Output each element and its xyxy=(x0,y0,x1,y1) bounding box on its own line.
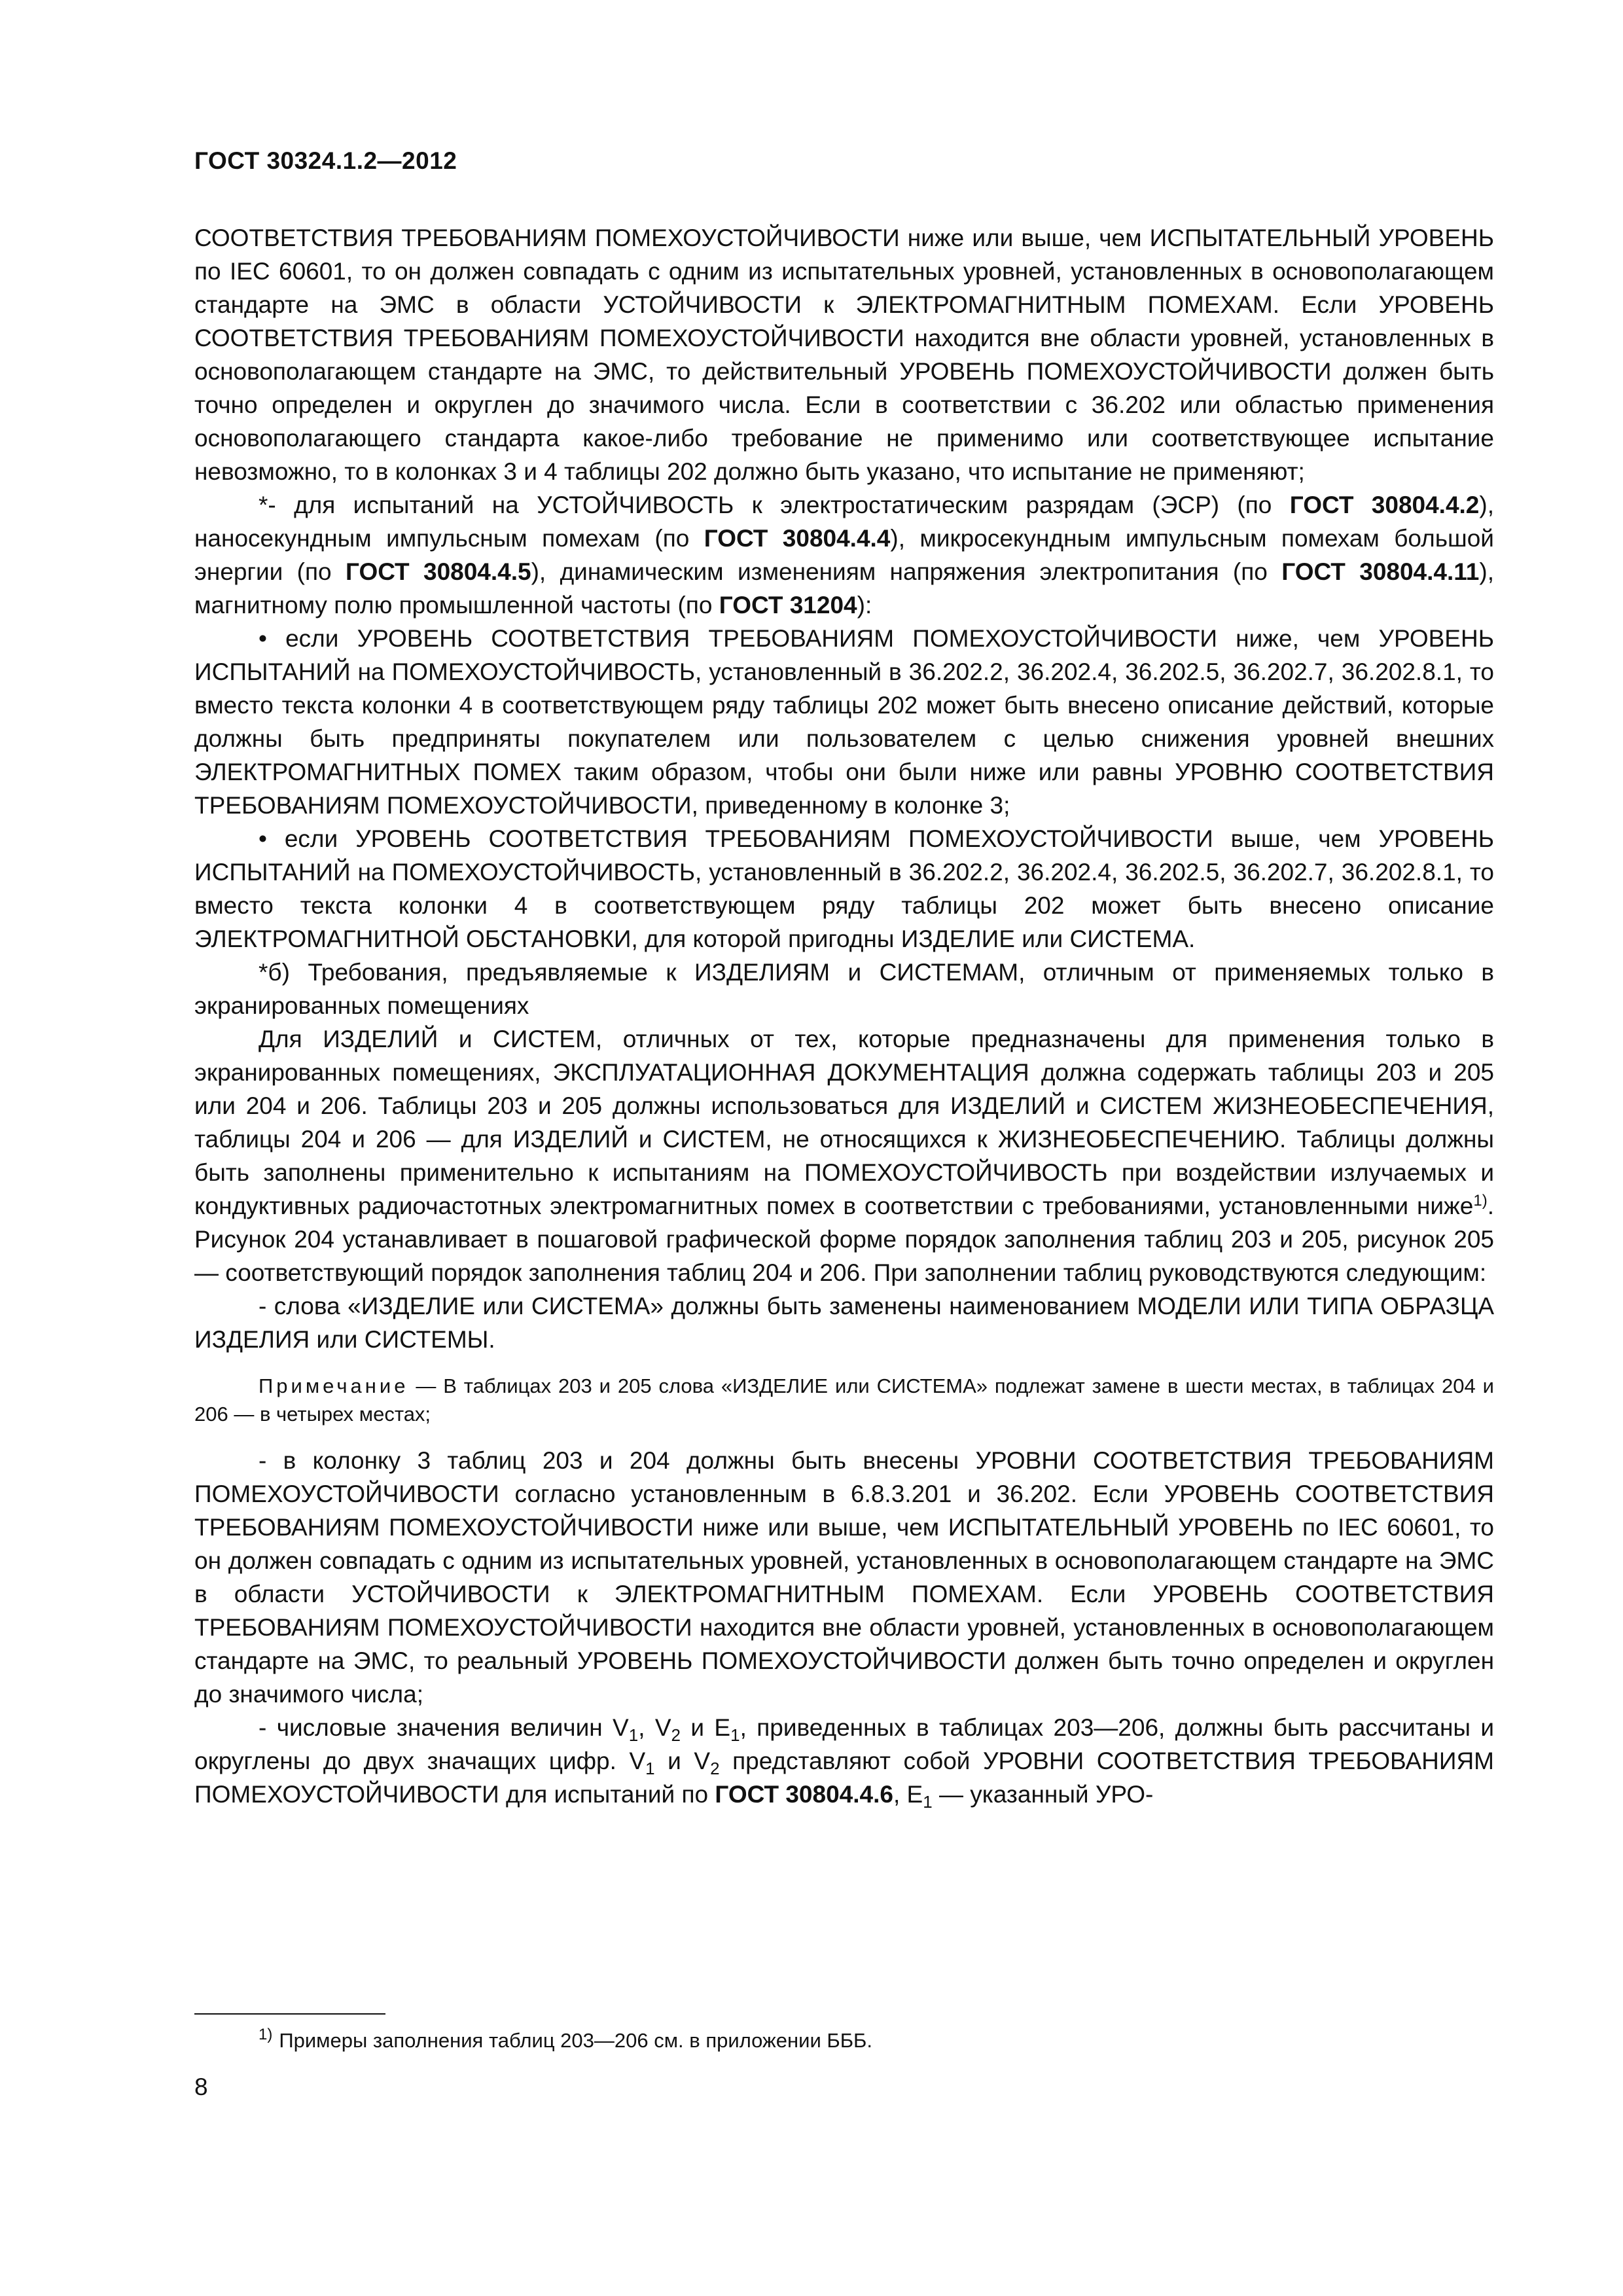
subsection-heading: *б) Требования, предъявляемые к ИЗДЕЛИЯМ и СИСТЕМАМ, отличным от применяемых только в экранированных помещениях xyxy=(194,959,1494,1019)
footnote xyxy=(259,2027,872,2054)
document-body xyxy=(194,221,1494,1811)
paragraph: *- для испытаний на УСТОЙЧИВОСТЬ к электростатическим разрядам (ЭСР) (по ГОСТ 30804.4.2), наносекундным импульсным помехам (по ГОСТ 30804.4.4), микросекундным импульсным помехам большой энергии (по ГОСТ 30804.4.5), динамическим изменениям напряжения электропитания (по ГОСТ 30804.4.11), магнитному полю промышленной частоты (по ГОСТ 31204): xyxy=(194,492,1494,619)
paragraph: - слова «ИЗДЕЛИЕ или СИСТЕМА» должны быть заменены наименованием МОДЕЛИ ИЛИ ТИПА ОБРАЗЦА ИЗДЕЛИЯ или СИСТЕМЫ. xyxy=(194,1293,1494,1353)
paragraph: Для ИЗДЕЛИЙ и СИСТЕМ, отличных от тех, которые предназначены для применения только в экранированных помещениях, ЭКСПЛУАТАЦИОННАЯ ДОКУМЕНТАЦИЯ должна содержать таблицы 203 и 205 или 204 и 206. Таблицы 203 и 205 должны использоваться для ИЗДЕЛИЙ и СИСТЕМ ЖИЗНЕОБЕСПЕЧЕНИЯ, таблицы 204 и 206 — для ИЗДЕЛИЙ и СИСТЕМ, не относящихся к ЖИЗНЕОБЕСПЕЧЕНИЮ. Таблицы должны быть заполнены применительно к испытаниям на ПОМЕХОУСТОЙЧИВОСТЬ при воздействии излучаемых и кондуктивных радиочастотных электромагнитных помех в соответствии с требованиями, установленными ниже$^{1)}$. Рисунок 204 устанавливает в пошаговой графической форме порядок заполнения таблиц 203 и 205, рисунок 205 — соответствующий порядок заполнения таблиц 204 и 206. При заполнении таблиц руководствуются следующим: xyxy=(194,1026,1494,1286)
note-label: Примечание xyxy=(259,1374,409,1397)
document-header: ГОСТ 30324.1.2—2012 xyxy=(194,147,457,174)
footnote-divider xyxy=(194,2013,385,2015)
paragraph: - числовые значения величин $V_1$, $V_2$ и $E_1$, приведенных в таблицах 203—206, должны быть рассчитаны и округлены до двух значащих цифр. $V_1$ и $V_2$ представляют собой УРОВНИ СООТВЕТСТВИЯ ТРЕБОВАНИЯМ ПОМЕХОУСТОЙЧИВОСТИ для испытаний по ГОСТ 30804.4.6, $E_1$ — указанный УРО- xyxy=(194,1714,1495,1812)
standard-reference: ГОСТ 30804.4.5 xyxy=(345,558,531,585)
footnote-text: Примеры заполнения таблиц 203—206 см. в приложении БББ. xyxy=(279,2029,873,2052)
standard-reference: ГОСТ 30804.4.2 xyxy=(1289,492,1480,518)
paragraph: - в колонку 3 таблиц 203 и 204 должны быть внесены УРОВНИ СООТВЕТСТВИЯ ТРЕБОВАНИЯМ ПОМЕХОУСТОЙЧИВОСТИ согласно установленным в 6.8.3.201 и 36.202. Если УРОВЕНЬ СООТВЕТСТВИЯ ТРЕБОВАНИЯМ ПОМЕХОУСТОЙЧИВОСТИ ниже или выше, чем ИСПЫТАТЕЛЬНЫЙ УРОВЕНЬ по IEC 60601, то он должен совпадать с одним из испытательных уровней, установленных в основополагающем стандарте на ЭМС в области УСТОЙЧИВОСТИ к ЭЛЕКТРОМАГНИТНЫМ ПОМЕХАМ. Если УРОВЕНЬ СООТВЕТСТВИЯ ТРЕБОВАНИЯМ ПОМЕХОУСТОЙЧИВОСТИ находится вне области уровней, установленных в основополагающем стандарте на ЭМС, то реальный УРОВЕНЬ ПОМЕХОУСТОЙЧИВОСТИ должен быть точно определен и округлен до значимого числа; xyxy=(194,1447,1494,1708)
note: Примечание — В таблицах 203 и 205 слова «ИЗДЕЛИЕ или СИСТЕМА» подлежат замене в шести местах, в таблицах 204 и 206 — в четырех местах; xyxy=(194,1374,1494,1426)
standard-reference: ГОСТ 30804.4.6 xyxy=(715,1781,893,1808)
footnote-reference: 1) xyxy=(1473,1192,1488,1210)
bullet-paragraph: • если УРОВЕНЬ СООТВЕТСТВИЯ ТРЕБОВАНИЯМ ПОМЕХОУСТОЙЧИВОСТИ ниже, чем УРОВЕНЬ ИСПЫТАНИЙ на ПОМЕХОУСТОЙЧИВОСТЬ, установленный в 36.202.2, 36.202.4, 36.202.5, 36.202.7, 36.202.8.1, то вместо текста колонки 4 в соответствующем ряду таблицы 202 может быть внесено описание действий, которые должны быть предприняты покупателем или пользователем с целью снижения уровней внешних ЭЛЕКТРОМАГНИТНЫХ ПОМЕХ таким образом, чтобы они были ниже или равны УРОВНЮ СООТВЕТСТВИЯ ТРЕБОВАНИЯМ ПОМЕХОУСТОЙЧИВОСТИ, приведенному в колонке 3; xyxy=(194,625,1494,819)
footnote-mark: 1) xyxy=(259,2026,273,2043)
page-number: 8 xyxy=(194,2073,208,2100)
paragraph: СООТВЕТСТВИЯ ТРЕБОВАНИЯМ ПОМЕХОУСТОЙЧИВОСТИ ниже или выше, чем ИСПЫТАТЕЛЬНЫЙ УРОВЕНЬ по IEC 60601, то он должен совпадать с одним из испытательных уровней, установленных в основополагающем стандарте на ЭМС в области УСТОЙЧИВОСТИ к ЭЛЕКТРОМАГНИТНЫМ ПОМЕХАМ. Если УРОВЕНЬ СООТВЕТСТВИЯ ТРЕБОВАНИЯМ ПОМЕХОУСТОЙЧИВОСТИ находится вне области уровней, установленных в основополагающем стандарте на ЭМС, то действительный УРОВЕНЬ ПОМЕХОУСТОЙЧИВОСТИ должен быть точно определен и округлен до значимого числа. Если в соответствии с 36.202 или областью применения основополагающего стандарта какое-либо требование не применимо или соответствующее испытание невозможно, то в колонках 3 и 4 таблицы 202 должно быть указано, что испытание не применяют; xyxy=(194,224,1494,485)
standard-reference: ГОСТ 31204 xyxy=(719,592,857,619)
bullet-paragraph: • если УРОВЕНЬ СООТВЕТСТВИЯ ТРЕБОВАНИЯМ ПОМЕХОУСТОЙЧИВОСТИ выше, чем УРОВЕНЬ ИСПЫТАНИЙ на ПОМЕХОУСТОЙЧИВОСТЬ, установленный в 36.202.2, 36.202.4, 36.202.5, 36.202.7, 36.202.8.1, то вместо текста колонки 4 в соответствующем ряду таблицы 202 может быть внесено описание ЭЛЕКТРОМАГНИТНОЙ ОБСТАНОВКИ, для которой пригодны ИЗДЕЛИЕ или СИСТЕМА. xyxy=(194,825,1494,952)
standard-reference: ГОСТ 30804.4.4 xyxy=(704,525,891,552)
standard-reference: ГОСТ 30804.4.11 xyxy=(1281,558,1480,585)
